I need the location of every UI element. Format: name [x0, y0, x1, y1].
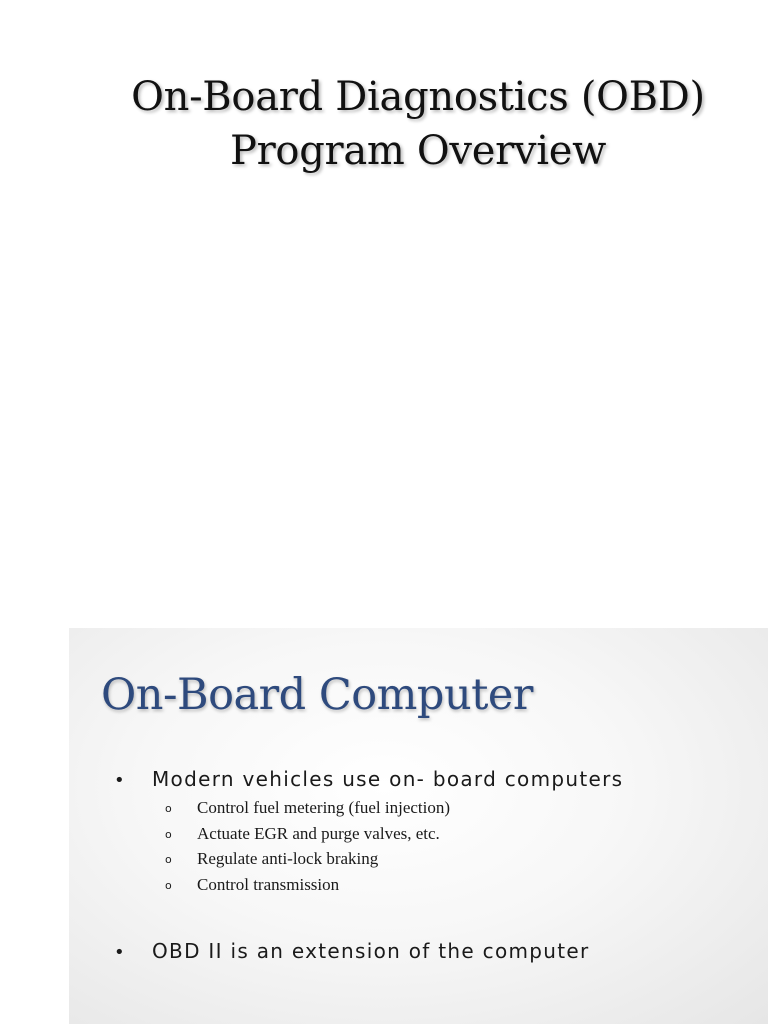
bullet-marker: • [114, 770, 125, 791]
sub-bullet-marker: o [165, 853, 172, 866]
on-board-computer-slide [69, 628, 768, 1024]
sub-bullet-text: Control transmission [197, 875, 340, 894]
sub-bullet-marker: o [165, 828, 172, 841]
slide-heading: On-Board Computer [101, 670, 533, 720]
bullet-item [114, 939, 590, 963]
bullet-text: Modern vehicles use on- board computers [152, 767, 624, 791]
bullet-text: OBD II is an extension of the computer [152, 939, 590, 963]
sub-bullet-marker: o [165, 879, 172, 892]
bullet-marker: • [114, 942, 125, 963]
bullet-item [114, 767, 623, 791]
sub-bullet-item [165, 849, 378, 869]
sub-bullet-marker: o [165, 802, 172, 815]
sub-bullet-item [165, 875, 339, 895]
slide-title [100, 70, 736, 178]
sub-bullet-text: Control fuel metering (fuel injection) [197, 798, 451, 817]
slide-title-line-1: On-Board Diagnostics (OBD) [131, 74, 705, 120]
sub-bullet-text: Actuate EGR and purge valves, etc. [197, 824, 440, 843]
sub-bullet-item [165, 824, 440, 844]
sub-bullet-item [165, 798, 450, 818]
slide-title-line-2: Program Overview [229, 128, 607, 174]
sub-bullet-text: Regulate anti-lock braking [197, 849, 379, 868]
